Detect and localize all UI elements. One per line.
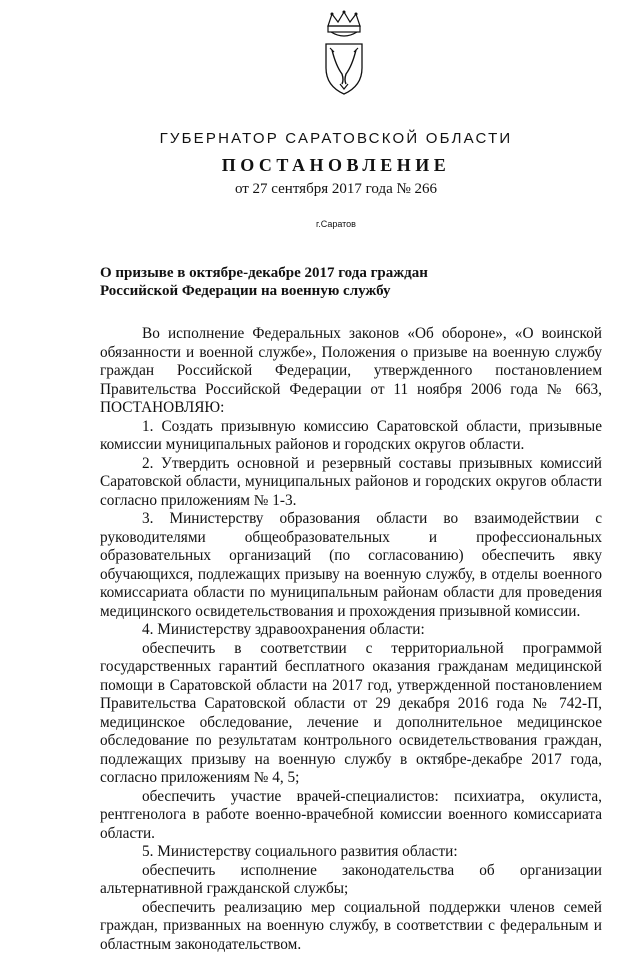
body-paragraph: обеспечить участие врачей-специалистов: психиатра, окулиста, рентгенолога в работе военно-врачебной комиссии военного комиссариата области.: [100, 788, 602, 844]
body-paragraph: 3. Министерству образования области во взаимодействии с руководителями общеобразовательных и профессиональных образовательных организаций (по согласованию) обеспечить явку обучающихся, подлежащих призыву на военную службу, в отделы военного комиссариата области по муниципальным районам области для проведения медицинского освидетельствования и прохождения призывной комиссии.: [100, 510, 602, 621]
body-paragraph: 4. Министерству здравоохранения области:: [100, 621, 602, 640]
document-subject: [100, 264, 520, 300]
body-paragraph: 5. Министерству социального развития области:: [100, 843, 602, 862]
document-body: [100, 325, 602, 954]
body-paragraph: обеспечить реализацию мер социальной поддержки членов семей граждан, призванных на военную службу, в соответствии с федеральным и областным законодательством.: [100, 899, 602, 954]
body-paragraph: Во исполнение Федеральных законов «Об обороне», «О воинской обязанности и военной службе», Положения о призыве на военную службу граждан Российской Федерации, утвержденного постановлением Правительства Российской Федерации от 11 ноября 2006 года № 663, ПОСТАНОВЛЯЮ:: [100, 325, 602, 418]
document-city: г.Саратов: [0, 219, 640, 229]
document-type-title: ПОСТАНОВЛЕНИЕ: [0, 155, 640, 176]
subject-line: Российской Федерации на военную службу: [100, 282, 520, 300]
subject-line: О призыве в октябре-декабре 2017 года граждан: [100, 264, 520, 282]
body-paragraph: обеспечить в соответствии с территориальной программой государственных гарантий бесплатного оказания гражданам медицинской помощи в Саратовской области на 2017 год, утвержденной постановлением Правительства Саратовской области от 29 декабря 2016 года № 742-П, медицинское обследование, лечение и дополнительное медицинское обследование по результатам контрольного освидетельствования граждан, подлежащих призыву на военную службу в октябре-декабре 2017 года, согласно приложениям № 4, 5;: [100, 640, 602, 788]
issuing-authority: ГУБЕРНАТОР САРАТОВСКОЙ ОБЛАСТИ: [0, 130, 640, 147]
coat-of-arms-emblem: [318, 10, 370, 96]
body-paragraph: 2. Утвердить основной и резервный составы призывных комиссий Саратовской области, муниципальных районов и городских округов области согласно приложениям № 1-3.: [100, 455, 602, 511]
document-date-number: от 27 сентября 2017 года № 266: [0, 181, 640, 198]
body-paragraph: 1. Создать призывную комиссию Саратовской области, призывные комиссии муниципальных районов и городских округов области.: [100, 418, 602, 455]
body-paragraph: обеспечить исполнение законодательства об организации альтернативной гражданской службы;: [100, 862, 602, 899]
